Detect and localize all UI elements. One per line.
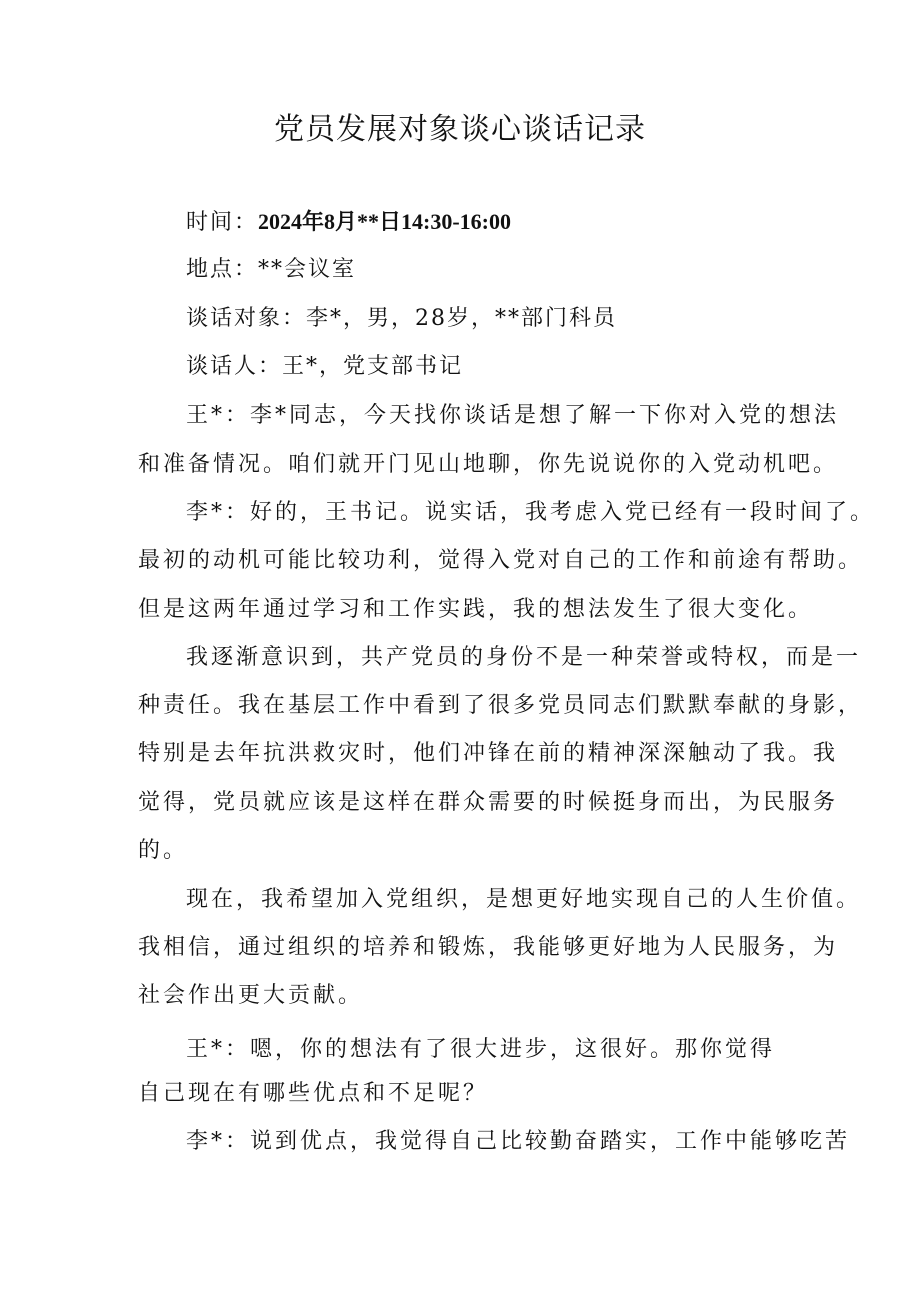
meta-time (186, 206, 511, 239)
body-line: 李*：好的，王书记。说实话，我考虑入党已经有一段时间了。 (186, 500, 876, 525)
body-line: 社会作出更大贡献。 (138, 983, 364, 1008)
meta-interviewer (186, 351, 463, 383)
body-line: 王*：李*同志，今天找你谈话是想了解一下你对入党的想法 (186, 403, 840, 428)
body-line: 和准备情况。咱们就开门见山地聊，你先说说你的入党动机吧。 (138, 452, 839, 477)
body-line: 我逐渐意识到，共产党员的身份不是一种荣誉或特权，而是一 (186, 645, 862, 670)
body-line: 特别是去年抗洪救灾时，他们冲锋在前的精神深深触动了我。我 (138, 741, 839, 766)
meta-interviewer-label: 谈话人： (186, 354, 283, 379)
meta-place-value: **会议室 (258, 257, 357, 282)
body-line: 王*：嗯，你的想法有了很大进步，这很好。那你觉得 (186, 1037, 776, 1062)
meta-interviewer-value: 王*，党支部书记 (282, 354, 464, 379)
meta-place (186, 254, 356, 286)
meta-time-value: 2024年8月**日14:30-16:00 (258, 209, 511, 234)
body-line: 但是这两年通过学习和工作实践，我的想法发生了很大变化。 (138, 597, 814, 622)
meta-place-label: 地点： (186, 257, 259, 282)
body-line: 种责任。我在基层工作中看到了很多党员同志们默默奉献的身影， (138, 693, 864, 718)
meta-subject (186, 303, 617, 335)
meta-subject-value: 李*，男，28岁，**部门科员 (306, 306, 618, 331)
body-line: 我相信，通过组织的培养和锻炼，我能够更好地为人民服务，为 (138, 935, 839, 960)
body-line: 的。 (138, 838, 189, 863)
body-line: 李*：说到优点，我觉得自己比较勤奋踏实，工作中能够吃苦 (186, 1129, 851, 1154)
body-line: 最初的动机可能比较功利，觉得入党对自己的工作和前途有帮助。 (138, 548, 864, 573)
meta-time-label: 时间： (186, 210, 259, 235)
body-line: 自己现在有哪些优点和不足呢？ (138, 1081, 489, 1106)
meta-subject-label: 谈话对象： (186, 306, 307, 331)
document-title: 党员发展对象谈心谈话记录 (274, 112, 646, 147)
body-line: 觉得，党员就应该是这样在群众需要的时候挺身而出，为民服务 (138, 790, 839, 815)
body-line: 现在，我希望加入党组织，是想更好地实现自己的人生价值。 (186, 887, 862, 912)
